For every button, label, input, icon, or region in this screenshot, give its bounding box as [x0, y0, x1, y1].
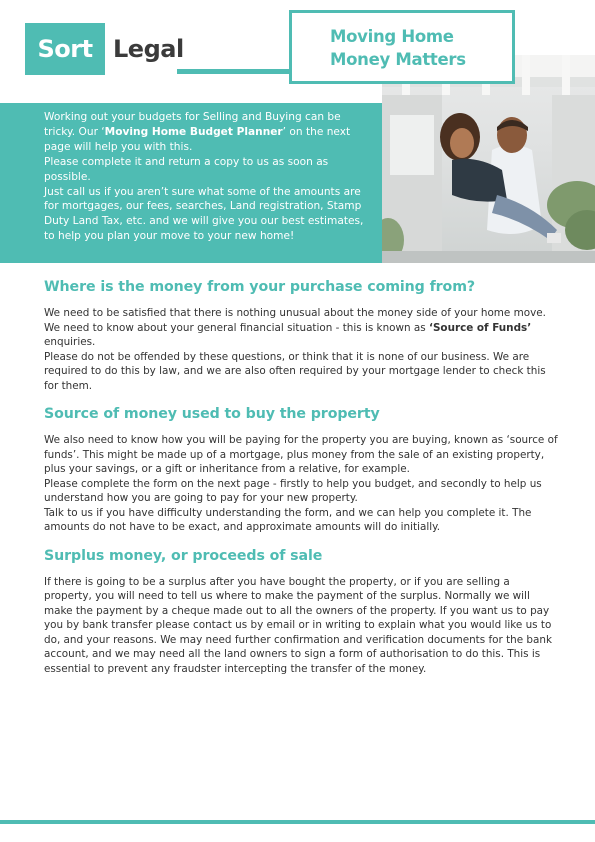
intro-paragraph-3: Just call us if you aren’t sure what some of the amounts are for mortgages, our fees, searches, Land registration, Stamp Duty Land Tax, etc. and we will give you our best estimates, to help you plan your move to your new home! — [44, 185, 364, 243]
section-heading: Source of money used to buy the property — [44, 406, 380, 422]
section-paragraph: Please complete the form on the next page - firstly to help you budget, and secondly to help us understand how you are going to pay for your new property. — [44, 477, 542, 504]
paragraph-text: enquiries. — [44, 336, 96, 348]
section-heading: Surplus money, or proceeds of sale — [44, 547, 323, 564]
sort-legal-logo — [25, 23, 184, 75]
source-of-funds-term: ‘Source of Funds’ — [429, 321, 532, 334]
budget-planner-name: Moving Home Budget Planner — [104, 125, 283, 138]
section-source-of-money — [44, 404, 559, 535]
section-paragraph: Talk to us if you have difficulty understanding the form, and we can help you complete it. The amounts do not have to be exact, and approximate amounts will do initially. — [44, 506, 532, 533]
hero-photo-couple — [382, 55, 595, 263]
title-line-1: Moving Home — [330, 27, 454, 46]
section-paragraph — [44, 306, 559, 350]
section-paragraph: If there is going to be a surplus after you have bought the property, or if you are selling a property, you will need to tell us where to make the payment of the surplus. Normally we will make the payment by a cheque made out to all the owners of the property. If you want us to pay you by bank transfer please contact us by email or in writing to explain what you would like us to do, and your reasons. We may need further confirmation and verification documents for the bank account, and we may need all the land owners to sign a form of authorisation to do this. This is essential to prevent any fraudster intercepting the transfer of the money. — [44, 575, 552, 675]
intro-text — [44, 110, 374, 244]
title-line-2: Money Matters — [330, 50, 466, 69]
hero-photo-illustration — [382, 55, 595, 263]
logo-underline-left — [25, 68, 105, 75]
intro-paragraph-1 — [44, 110, 374, 155]
intro-paragraph-2: Please complete it and return a copy to us as soon as possible. — [44, 155, 329, 183]
main-content — [44, 277, 559, 687]
section-paragraph: Please do not be offended by these questions, or think that it is none of our business. We are required to do this by law, and we are also often required by your mortgage lender to check this for them. — [44, 350, 546, 392]
intro-p1-start: Working out your budgets for Selling and Buying can be tricky. Our ‘ — [44, 111, 341, 138]
section-money-origin — [44, 277, 559, 393]
intro-p1-end: ’ on the next page will help you with this. — [44, 125, 351, 153]
intro-panel — [0, 103, 382, 263]
document-title-box — [289, 10, 515, 84]
section-heading: Where is the money from your purchase coming from? — [44, 279, 476, 295]
footer-rule — [0, 820, 595, 824]
section-paragraph: We also need to know how you will be paying for the property you are buying, known as ‘source of funds’. This might be made up of a mortgage, plus money from the sale of an existing property, plus your savings, or a gift or inheritance from a relative, for example. — [44, 434, 558, 475]
section-surplus-money — [44, 546, 559, 677]
logo-word: Legal — [113, 35, 184, 63]
paragraph-text: We need to be satisfied that there is nothing unusual about the money side of your home move. We need to know about your general financial situation - this is known as — [44, 307, 546, 334]
logo-underline — [25, 68, 295, 75]
logo-box: Sort — [25, 23, 105, 75]
